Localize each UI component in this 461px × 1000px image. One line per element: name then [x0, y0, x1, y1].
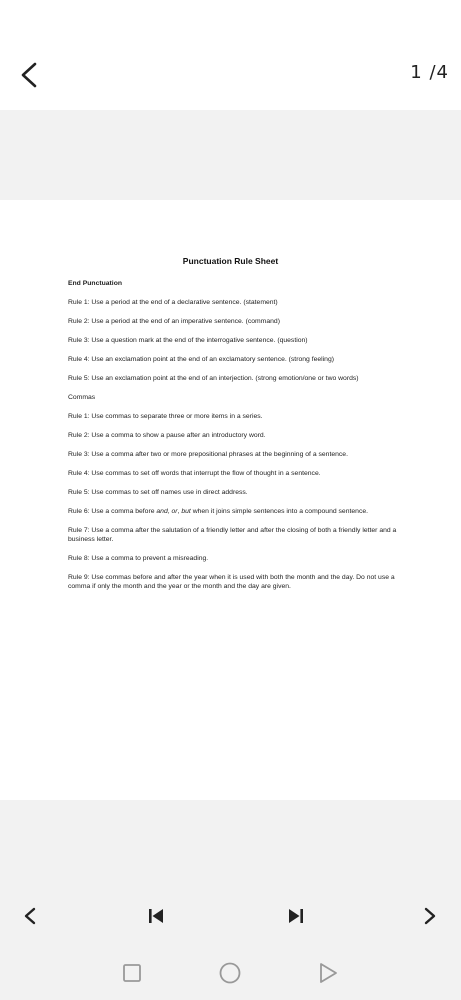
- comma-rule-2: Rule 2: Use a comma to show a pause after an introductory word.: [68, 431, 266, 439]
- circle-icon: [218, 961, 242, 985]
- comma-rule-8: Rule 8: Use a comma to prevent a misreading.: [68, 554, 209, 562]
- conjunction-but: but: [181, 508, 191, 516]
- skip-first-icon: [147, 907, 165, 925]
- chevron-left-icon: [18, 62, 40, 88]
- top-bar: [0, 40, 461, 110]
- chevron-left-icon: [23, 907, 37, 925]
- last-page-button[interactable]: [282, 902, 310, 930]
- first-page-button[interactable]: [142, 902, 170, 930]
- square-icon: [122, 963, 142, 983]
- recents-button[interactable]: [119, 960, 145, 986]
- end-rule-3: Rule 3: Use a question mark at the end of the interrogative sentence. (question): [68, 336, 308, 344]
- comma-rule-6-text-end: when it joins simple sentences into a compound sentence.: [190, 508, 369, 516]
- commas-heading: Commas: [68, 394, 96, 402]
- comma-rule-6: Rule 6: Use a comma before and, or, but when it joins simple sentences into a compound sentence.: [68, 508, 369, 516]
- chevron-right-icon: [423, 907, 437, 925]
- home-button[interactable]: [217, 960, 243, 986]
- comma-rule-3: Rule 3: Use a comma after two or more prepositional phrases at the beginning of a sentence.: [68, 450, 348, 458]
- system-navigation-bar: [0, 940, 461, 1000]
- document-viewer[interactable]: [0, 110, 461, 800]
- next-page-button[interactable]: [416, 902, 444, 930]
- end-rule-5: Rule 5: Use an exclamation point at the end of an interjection. (strong emotion/one or two words): [68, 374, 359, 382]
- pdf-page[interactable]: [0, 200, 461, 800]
- end-rule-1: Rule 1: Use a period at the end of a declarative sentence. (statement): [68, 298, 278, 306]
- end-rule-4: Rule 4: Use an exclamation point at the end of an exclamatory sentence. (strong feeling): [68, 355, 334, 363]
- document-body: [68, 280, 398, 602]
- conjunction-and: and: [156, 508, 168, 516]
- previous-page-button[interactable]: [16, 902, 44, 930]
- end-punctuation-heading: End Punctuation: [68, 280, 122, 287]
- triangle-icon: [317, 962, 339, 984]
- comma-rule-7: Rule 7: Use a comma after the salutation of a friendly letter and after the closing of both a friendly letter and a business letter.: [68, 527, 397, 543]
- document-title: Punctuation Rule Sheet: [182, 256, 279, 266]
- comma-rule-6-text: Rule 6: Use a comma before: [68, 508, 157, 516]
- comma-rule-9: Rule 9: Use commas before and after the year when it is used with both the month and the day. Do not use a comma if only the month and the year or the month and the day are given.: [68, 574, 395, 590]
- page-counter: 1 /4: [410, 62, 449, 83]
- back-button[interactable]: [12, 58, 46, 92]
- comma-rule-5: Rule 5: Use commas to set off names use in direct address.: [68, 489, 248, 497]
- page-navigation-bar: [0, 890, 461, 940]
- conjunction-or: or: [171, 508, 178, 516]
- skip-last-icon: [287, 907, 305, 925]
- comma-rule-1: Rule 1: Use commas to separate three or more items in a series.: [68, 412, 263, 420]
- system-back-button[interactable]: [315, 960, 341, 986]
- comma-rule-4: Rule 4: Use commas to set off words that interrupt the flow of thought in a sentence.: [68, 469, 321, 477]
- end-rule-2: Rule 2: Use a period at the end of an imperative sentence. (command): [68, 317, 280, 325]
- viewer-bottom-area: [0, 800, 461, 890]
